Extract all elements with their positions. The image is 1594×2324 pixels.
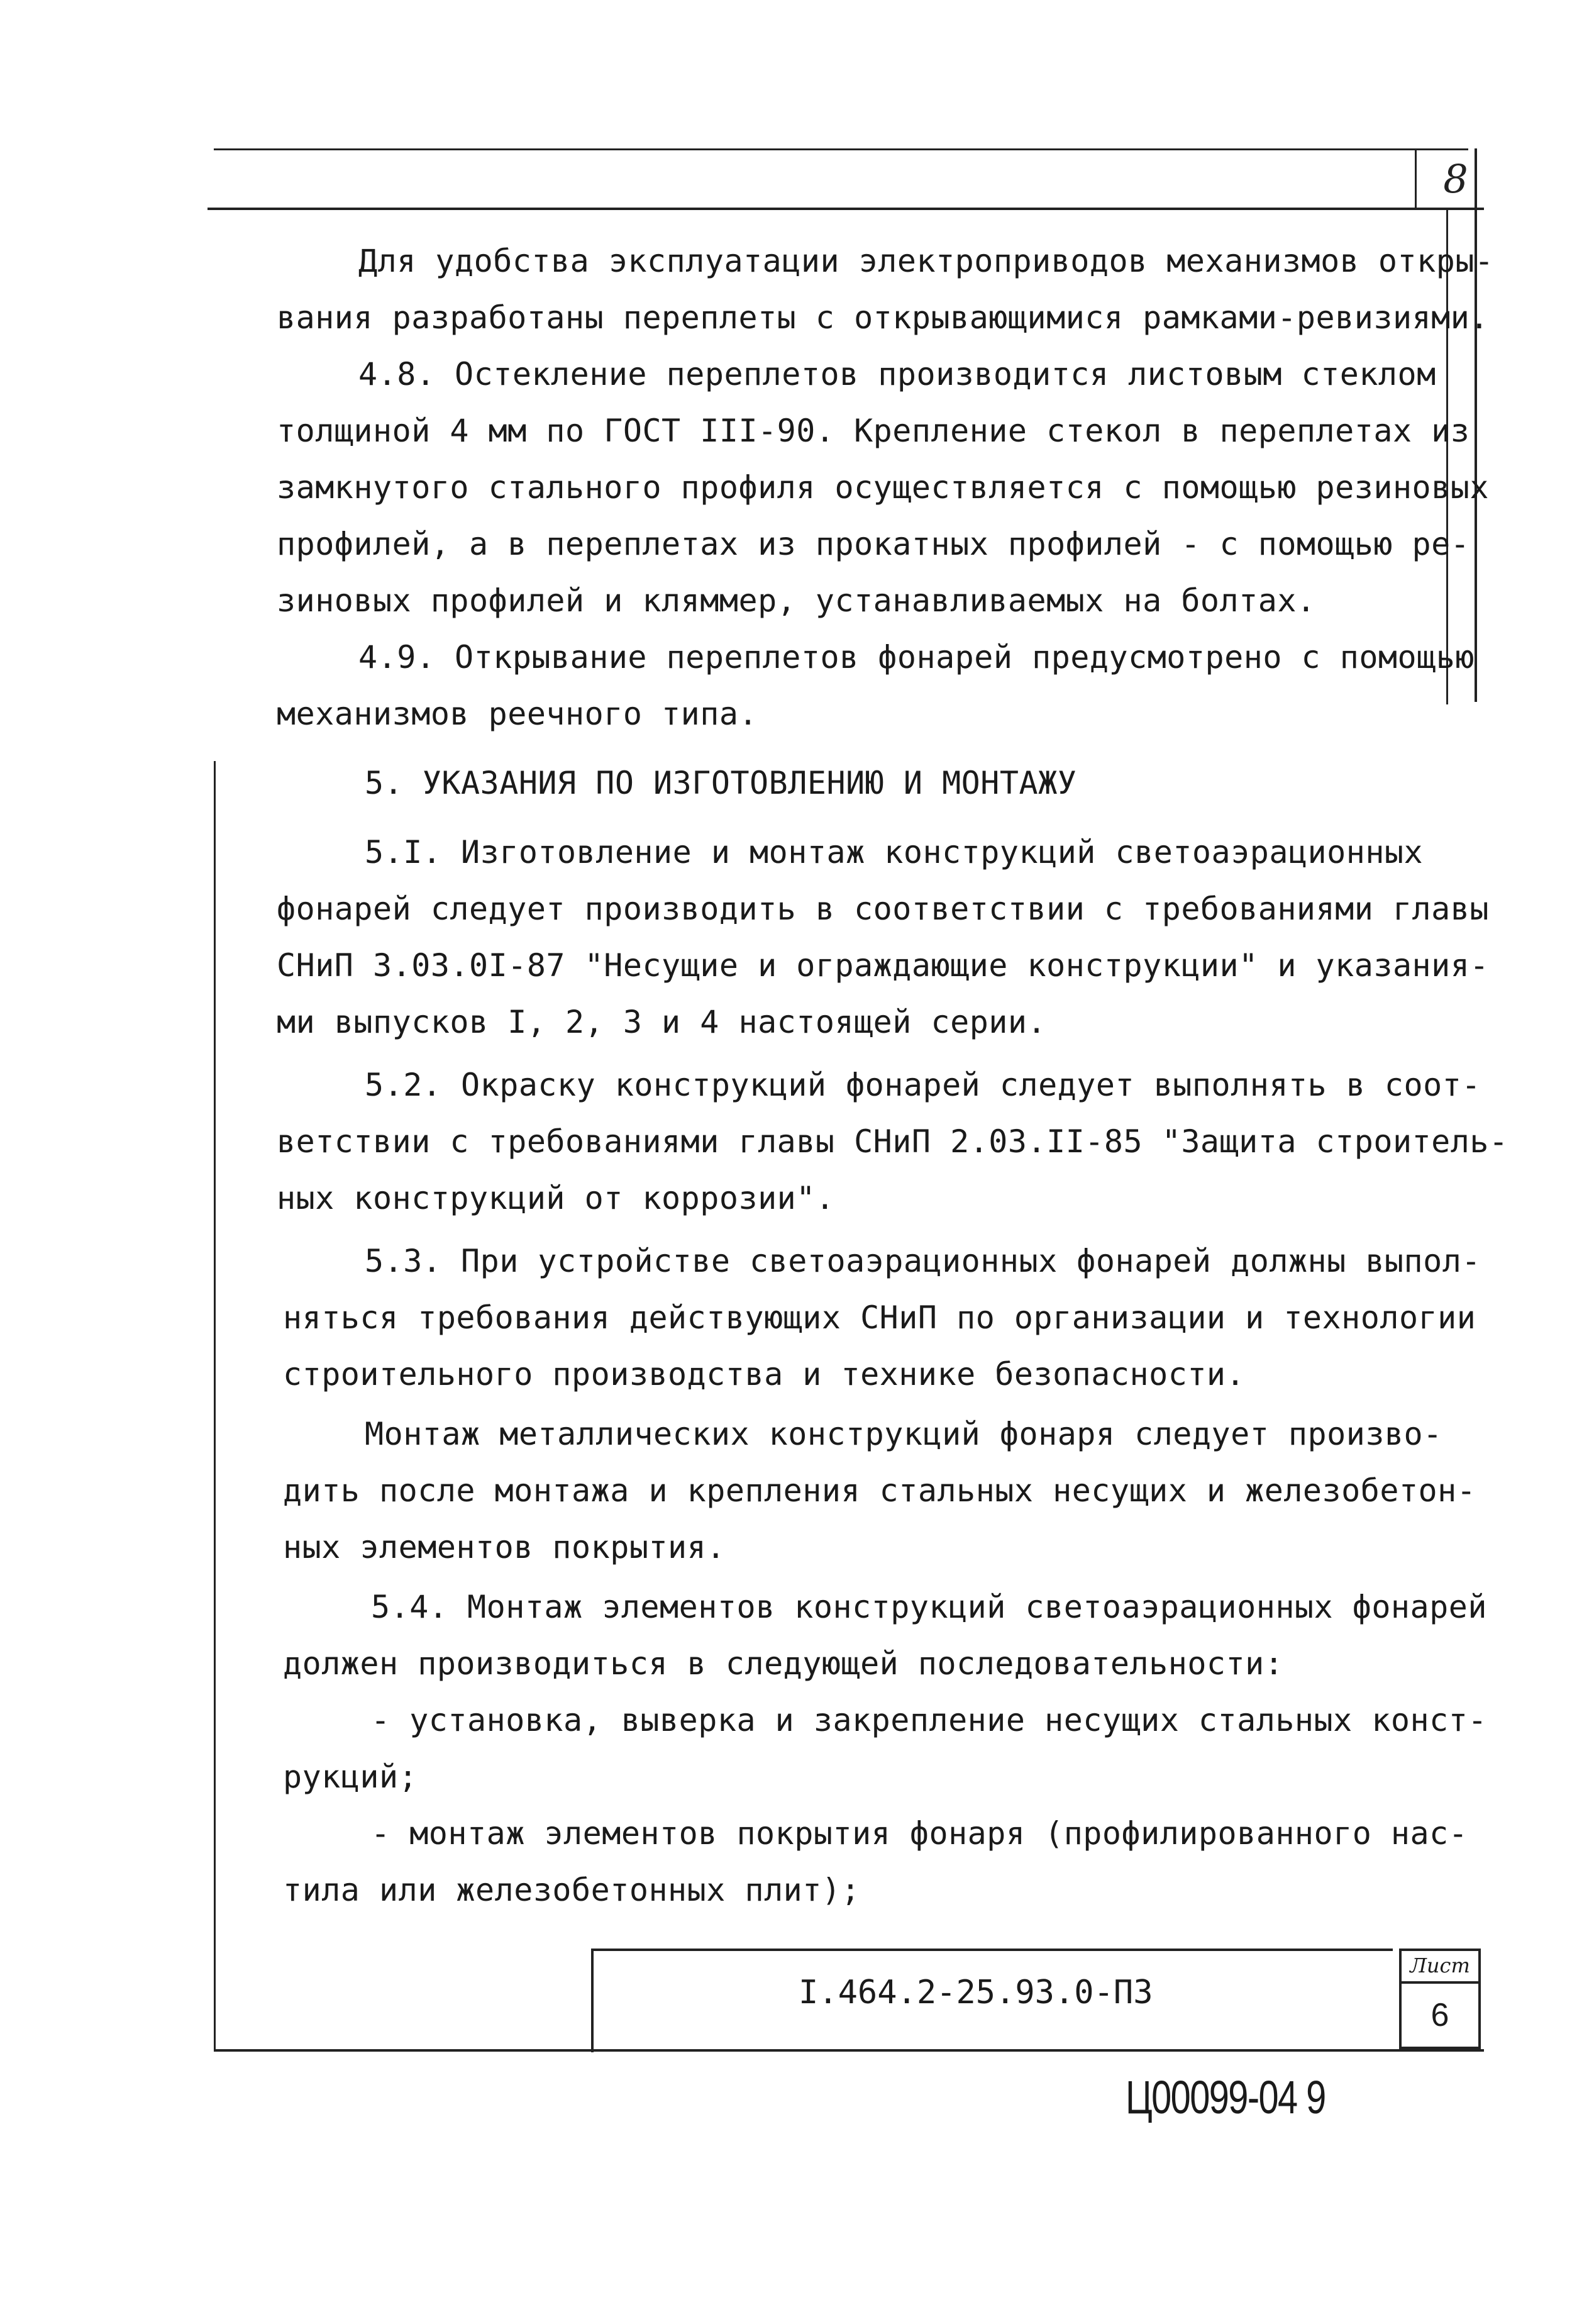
text-line: 5.I. Изготовление и монтаж конструкций светоаэрационных bbox=[365, 834, 1424, 870]
section-heading: 5. УКАЗАНИЯ ПО ИЗГОТОВЛЕНИЮ И МОНТАЖУ bbox=[365, 765, 1077, 801]
text-line: толщиной 4 мм по ГОСТ III-90. Крепление стекол в переплетах из bbox=[277, 413, 1470, 449]
sheet-number: 6 bbox=[1431, 1997, 1449, 2033]
text-line: профилей, а в переплетах из прокатных профилей - с помощью ре- bbox=[277, 526, 1470, 562]
left-border-line bbox=[214, 761, 216, 2050]
text-line: 4.8. Остекление переплетов производится листовым стеклом bbox=[358, 356, 1436, 392]
text-line: - монтаж элементов покрытия фонаря (профилированного нас- bbox=[371, 1815, 1468, 1852]
text-line: Монтаж металлических конструкций фонаря следует произво- bbox=[365, 1416, 1442, 1452]
text-line: ных элементов покрытия. bbox=[283, 1529, 726, 1565]
sheet-label: Лист bbox=[1402, 1951, 1478, 1984]
text-line: ми выпусков I, 2, 3 и 4 настоящей серии. bbox=[277, 1004, 1047, 1040]
text-line: вания разработаны переплеты с открывающимися рамками-ревизиями. bbox=[277, 299, 1489, 336]
text-line: няться требования действующих СНиП по организации и технологии bbox=[283, 1299, 1476, 1336]
right-border-inner-line bbox=[1415, 148, 1417, 209]
text-line: строительного производства и технике безопасности. bbox=[283, 1356, 1246, 1393]
text-line: тила или железобетонных плит); bbox=[283, 1872, 861, 1908]
text-line: дить после монтажа и крепления стальных несущих и железобетон- bbox=[283, 1472, 1476, 1509]
document-code: I.464.2-25.93.0-ПЗ bbox=[799, 1974, 1153, 2011]
right-border-line bbox=[1475, 148, 1477, 702]
text-line: ных конструкций от коррозии". bbox=[277, 1180, 835, 1216]
text-line: замкнутого стального профиля осуществляется с помощью резиновых bbox=[277, 469, 1489, 506]
header-underline bbox=[208, 208, 1484, 210]
page-number: 8 bbox=[1443, 156, 1468, 202]
text-line: рукций; bbox=[283, 1759, 418, 1795]
sheet-box bbox=[1399, 1949, 1481, 2049]
text-line: 5.3. При устройстве светоаэрационных фонарей должны выпол- bbox=[365, 1243, 1481, 1279]
top-border-line bbox=[214, 148, 1468, 150]
text-line: ветствии с требованиями главы СНиП 2.03.II-85 "Защита строитель- bbox=[277, 1123, 1508, 1160]
title-block-left-line bbox=[591, 1949, 594, 2052]
text-line: должен производиться в следующей последовательности: bbox=[283, 1645, 1284, 1682]
text-line: 5.4. Монтаж элементов конструкций светоаэрационных фонарей bbox=[371, 1589, 1487, 1625]
archive-number: Ц00099-04 9 bbox=[1126, 2071, 1326, 2123]
text-line: зиновых профилей и кляммер, устанавливаемых на болтах. bbox=[277, 582, 1316, 619]
right-margin-line bbox=[1446, 208, 1448, 704]
text-line: Для удобства эксплуатации электроприводов механизмов откры- bbox=[358, 243, 1494, 279]
text-line: СНиП 3.03.0I-87 "Несущие и ограждающие конструкции" и указания- bbox=[277, 947, 1489, 984]
text-line: - установка, выверка и закрепление несущих стальных конст- bbox=[371, 1702, 1487, 1738]
text-line: механизмов реечного типа. bbox=[277, 696, 758, 732]
text-line: фонарей следует производить в соответствии с требованиями главы bbox=[277, 891, 1489, 927]
text-line: 4.9. Открывание переплетов фонарей предусмотрено с помощью bbox=[358, 639, 1475, 676]
text-line: 5.2. Окраску конструкций фонарей следует выполнять в соот- bbox=[365, 1067, 1481, 1103]
